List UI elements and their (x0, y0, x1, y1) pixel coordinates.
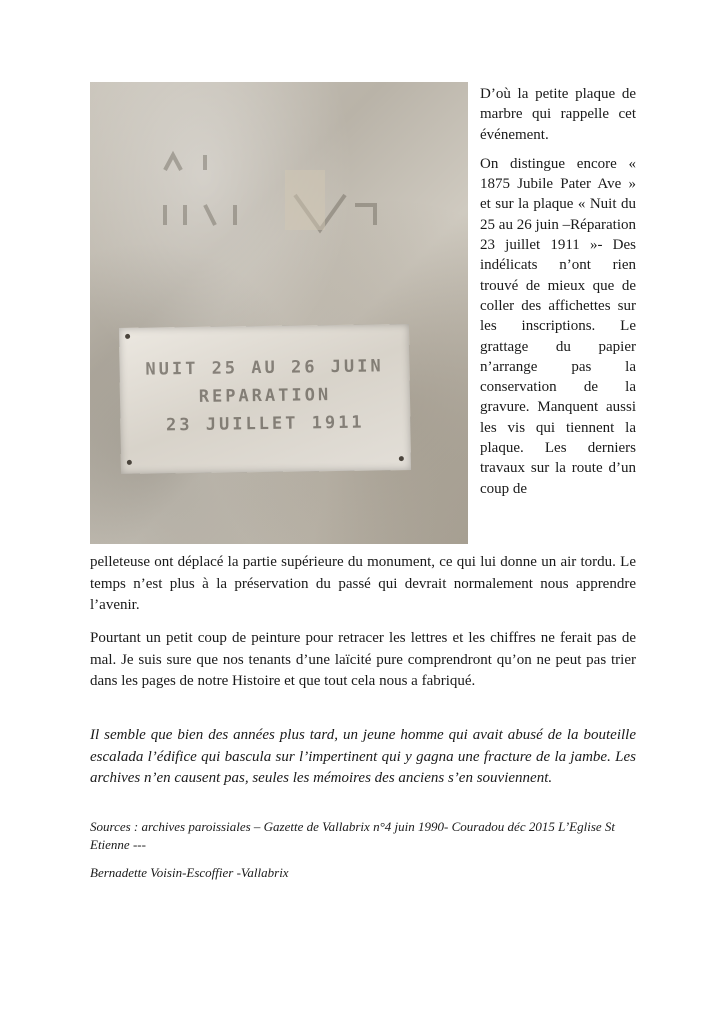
paragraph-paint: Pourtant un petit coup de peinture pour retracer les lettres et les chiffres ne ferait pas de mal. Je suis sure que nos tenants d’une laïcité pure comprendront qu’on ne peut pas trier dans les pages de notre Histoire et que tout cela nous a fabriqué. (90, 630, 636, 689)
screw-hole (399, 456, 404, 461)
paragraph-intro: D’où la petite plaque de marbre qui rappelle cet événement. (480, 86, 636, 143)
side-column (480, 84, 636, 508)
paragraph-anecdote: Il semble que bien des années plus tard, un jeune homme qui avait abusé de la bouteille escalada l’édifice qui bascula sur l’impertinent qui y gagna une fracture de la jambe. Les archives n’en causent pas, seules les mémoires des anciens s’en souviennent. (90, 727, 636, 786)
screw-hole (127, 460, 132, 465)
marble-plaque (119, 324, 411, 474)
paragraph-continuation: pelleteuse ont déplacé la partie supérieure du monument, ce qui lui donne un air tordu. Le temps n’est plus à la préservation du passé qui devrait normalement nous apprendre l’avenir. (90, 554, 636, 613)
screw-hole (125, 334, 130, 339)
plaque-line-2: REPARATION (198, 385, 332, 407)
plaque-line-1: NUIT 25 AU 26 JUIN (145, 356, 384, 380)
plaque-line-3: 23 JUILLET 1911 (165, 412, 365, 436)
worn-engraving (145, 150, 405, 240)
monument-photo (90, 82, 468, 544)
paragraph-description: On distingue encore « 1875 Jubile Pater Ave » et sur la plaque « Nuit du 25 au 26 juin –Réparation 23 juillet 1911 »- Des indélicats n’ont rien trouvé de mieux que de coller des affichettes sur les inscriptions. Le grattage du papier n’arrange pas la conservation de la gravure. Manquent aussi les vis qui tiennent la plaque. Les derniers travaux sur la route d’un coup de (480, 155, 636, 497)
author-signature: Bernadette Voisin-Escoffier -Vallabrix (90, 865, 289, 880)
sources-line: Sources : archives paroissiales – Gazette de Vallabrix n°4 juin 1990- Couradou déc 2015 L’Eglise St Etienne --- (90, 819, 616, 852)
